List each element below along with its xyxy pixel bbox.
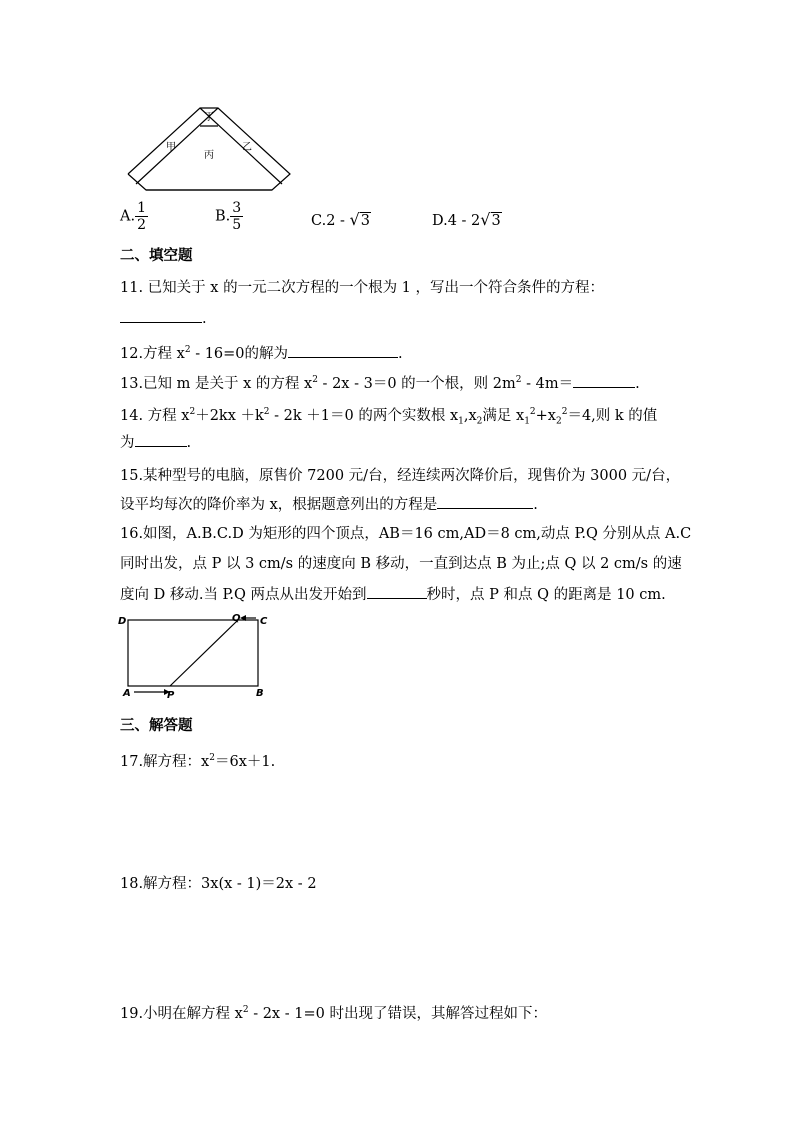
label-d: D <box>118 616 127 627</box>
question-13: 13.已知 m 是关于 x 的方程 $x^2 - 2x - 3=0$ 的一个根，则 $2m^2 - 4m=$ . <box>120 370 640 394</box>
option-d: D.4 - 2√3 <box>432 210 501 229</box>
question-15-line2: 设平均每次的降价率为 x，根据题意列出的方程是 . <box>120 494 538 515</box>
question-16-line3: 度向 D 移动.当 P.Q 两点从出发开始到 秒时，点 P 和点 Q 的距离是 10 cm. <box>120 584 666 605</box>
question-11: 11. 已知关于 x 的一元二次方程的一个根为 1 ，写出一个符合条件的方程： <box>120 280 605 296</box>
option-a: A. $\frac{1}{2}$ <box>120 200 147 233</box>
segment-pq <box>170 620 238 686</box>
label-ding: 丁 <box>204 112 214 123</box>
answer-blank[interactable] <box>573 373 635 388</box>
label-b: B <box>256 688 264 698</box>
question-16-line2: 同时出发，点 P 以 3 cm/s 的速度向 B 移动，一直到达点 B 为止;点 Q 以 2 cm/s 的速 <box>120 556 682 572</box>
question-12: 12.方程 $x^2 - 16=0$的解为 . <box>120 340 403 364</box>
answer-blank[interactable] <box>367 584 427 599</box>
answer-blank[interactable] <box>120 308 202 323</box>
answer-blank[interactable] <box>437 494 533 509</box>
answer-blank[interactable] <box>135 432 187 447</box>
fraction-b: $\frac{3}{5}$ <box>232 200 242 233</box>
label-bing: 丙 <box>204 150 214 161</box>
question-14-line2: 为 . <box>120 432 191 453</box>
rectangle-abcd <box>128 620 258 686</box>
option-c: C.2 - √3 <box>311 210 370 229</box>
label-yi: 乙 <box>242 142 252 153</box>
question-14: 14. 方程 $x^2+2kx +k^2 - 2k +1=0$ 的两个实数根 $x_1,x_2$满足 $x_1^2+x_2^2=4$,则 k 的值 <box>120 407 658 427</box>
question-19: 19.小明在解方程 $x^2 - 2x - 1=0$ 时出现了错误，其解答过程如下： <box>120 1005 547 1022</box>
question-17: 17.解方程：$x^2=6x+1$. <box>120 753 276 770</box>
fraction-a: $\frac{1}{2}$ <box>137 200 147 233</box>
question-15: 15.某种型号的电脑，原售价 7200 元/台，经连续两次降价后，现售价为 3000 元/台， <box>120 468 681 484</box>
label-a: A <box>123 688 131 698</box>
question-11-blank-line: . <box>120 308 207 329</box>
answer-blank[interactable] <box>288 343 398 358</box>
section-fill-in-heading: 二、填空题 <box>120 248 193 264</box>
option-b: B. $\frac{3}{5}$ <box>215 200 242 233</box>
question-16: 16.如图，A.B.C.D 为矩形的四个顶点，AB＝16 cm,AD＝8 cm,动点 P.Q 分别从点 A.C <box>120 526 692 542</box>
figure-trapezoid <box>124 104 296 194</box>
label-q: Q <box>232 613 241 624</box>
question-18: 18.解方程：3x(x - 1)＝2x - 2 <box>120 876 317 892</box>
label-c: C <box>260 616 268 627</box>
figure-rectangle <box>118 612 278 698</box>
label-p: P <box>167 690 175 698</box>
section-answer-heading: 三、解答题 <box>120 718 193 734</box>
label-jia: 甲 <box>166 142 176 153</box>
